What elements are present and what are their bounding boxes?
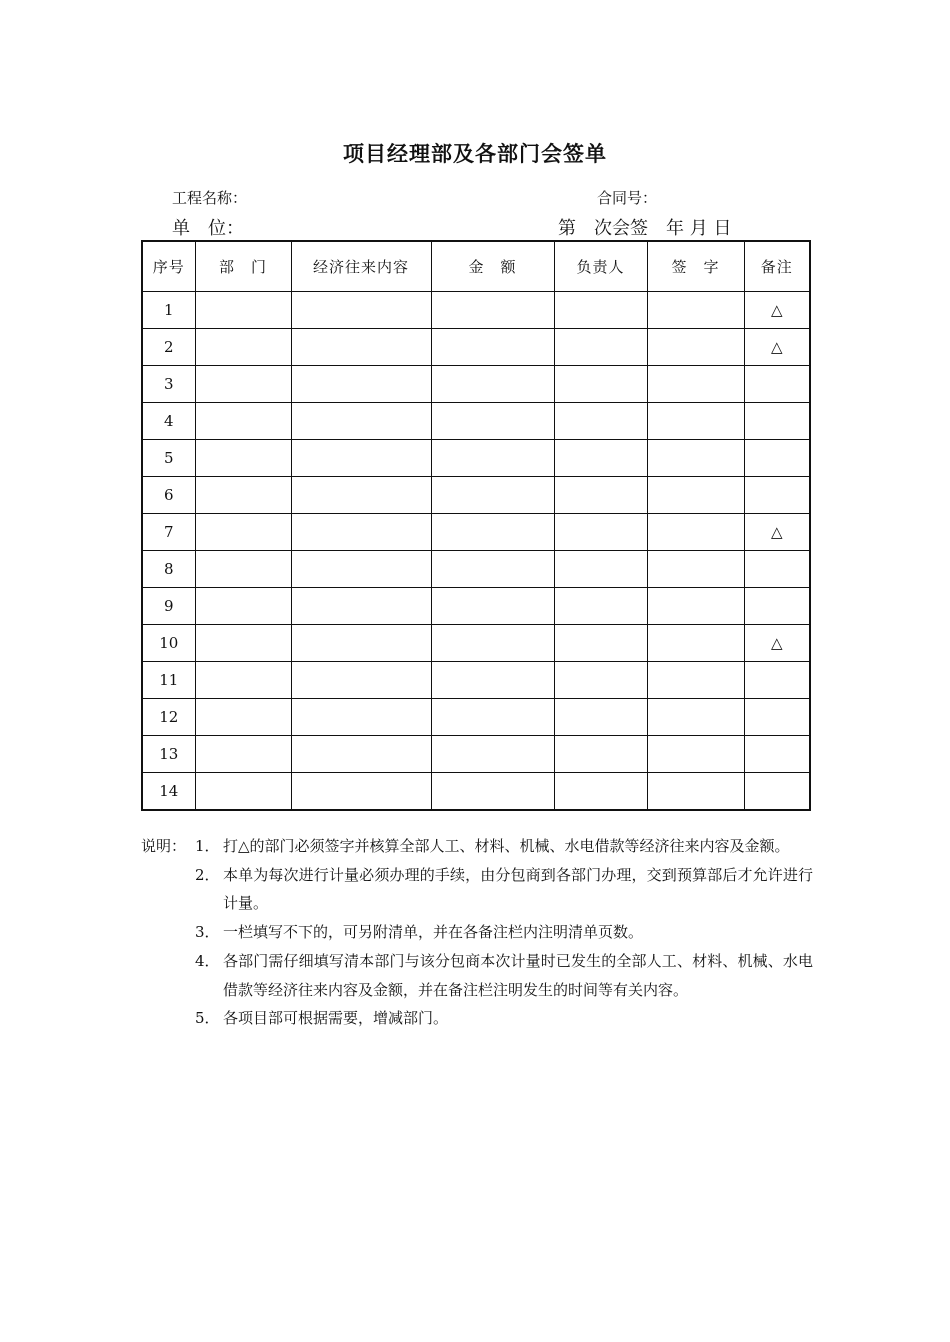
signature-cell[interactable]: [647, 440, 744, 477]
person-in-charge-cell[interactable]: [554, 440, 647, 477]
person-in-charge-cell[interactable]: [554, 699, 647, 736]
person-in-charge-cell[interactable]: [554, 329, 647, 366]
remark-cell[interactable]: [744, 366, 810, 403]
header-serial: 序号: [142, 241, 195, 292]
note-text: 本单为每次进行计量必须办理的手续，由分包商到各部门办理，交到预算部后才允许进行计量。: [223, 865, 813, 913]
row-serial-cell: 3: [142, 366, 195, 403]
table-row: [142, 551, 810, 588]
economic-content-cell[interactable]: [291, 514, 431, 551]
remark-cell[interactable]: [744, 440, 810, 477]
row-serial-cell: 1: [142, 292, 195, 329]
signature-cell[interactable]: [647, 477, 744, 514]
signature-cell[interactable]: [647, 366, 744, 403]
note-number: 1．: [195, 837, 220, 855]
remark-cell[interactable]: △: [744, 514, 810, 551]
economic-content-cell[interactable]: [291, 699, 431, 736]
economic-content-cell[interactable]: [291, 773, 431, 811]
header-remark: 备注: [744, 241, 810, 292]
person-in-charge-cell[interactable]: [554, 366, 647, 403]
signature-cell[interactable]: [647, 292, 744, 329]
amount-cell[interactable]: [431, 588, 554, 625]
table-row: [142, 403, 810, 440]
economic-content-cell[interactable]: [291, 551, 431, 588]
header-signature: 签 字: [647, 241, 744, 292]
table-row: [142, 736, 810, 773]
amount-cell[interactable]: [431, 292, 554, 329]
table-row: [142, 329, 810, 366]
signature-cell[interactable]: [647, 699, 744, 736]
department-cell[interactable]: [195, 588, 291, 625]
note-item: [141, 1004, 813, 1033]
amount-cell[interactable]: [431, 329, 554, 366]
amount-cell[interactable]: [431, 773, 554, 811]
remark-cell[interactable]: [744, 662, 810, 699]
note-number: 2．: [195, 865, 220, 884]
note-number: 5．: [195, 1009, 220, 1028]
note-item: [141, 832, 813, 861]
department-cell[interactable]: [195, 736, 291, 773]
person-in-charge-cell[interactable]: [554, 514, 647, 551]
note-item: [141, 861, 813, 918]
department-cell[interactable]: [195, 773, 291, 811]
amount-cell[interactable]: [431, 477, 554, 514]
table-row: [142, 625, 810, 662]
note-item: [141, 918, 813, 947]
signature-cell[interactable]: [647, 773, 744, 811]
unit-label: 单 位：: [172, 218, 244, 239]
countersign-table: [141, 240, 811, 811]
signature-cell[interactable]: [647, 551, 744, 588]
row-serial-cell: 8: [142, 551, 195, 588]
amount-cell[interactable]: [431, 514, 554, 551]
person-in-charge-cell[interactable]: [554, 477, 647, 514]
row-serial-cell: 12: [142, 699, 195, 736]
economic-content-cell[interactable]: [291, 440, 431, 477]
person-in-charge-cell[interactable]: [554, 662, 647, 699]
remark-cell[interactable]: △: [744, 292, 810, 329]
remark-cell[interactable]: [744, 736, 810, 773]
note-number: 3．: [195, 923, 220, 942]
person-in-charge-cell[interactable]: [554, 625, 647, 662]
page-title: 项目经理部及各部门会签单: [343, 142, 607, 166]
amount-cell[interactable]: [431, 736, 554, 773]
row-serial-cell: 4: [142, 403, 195, 440]
department-cell[interactable]: [195, 440, 291, 477]
header-department: 部 门: [195, 241, 291, 292]
amount-cell[interactable]: [431, 551, 554, 588]
person-in-charge-cell[interactable]: [554, 292, 647, 329]
project-name-label: 工程名称：: [172, 189, 248, 207]
remark-cell[interactable]: △: [744, 329, 810, 366]
economic-content-cell[interactable]: [291, 736, 431, 773]
note-item: [141, 947, 813, 1004]
header-person-in-charge: 负责人: [554, 241, 647, 292]
table-row: [142, 440, 810, 477]
table-row: [142, 292, 810, 329]
table-row: [142, 699, 810, 736]
notes-lead: 说明：: [141, 837, 187, 855]
amount-cell[interactable]: [431, 403, 554, 440]
economic-content-cell[interactable]: [291, 662, 431, 699]
department-cell[interactable]: [195, 477, 291, 514]
signature-cell[interactable]: [647, 625, 744, 662]
row-serial-cell: 11: [142, 662, 195, 699]
department-cell[interactable]: [195, 662, 291, 699]
remark-cell[interactable]: [744, 588, 810, 625]
department-cell[interactable]: [195, 625, 291, 662]
signature-cell[interactable]: [647, 736, 744, 773]
person-in-charge-cell[interactable]: [554, 773, 647, 811]
header-economic-content: 经济往来内容: [291, 241, 431, 292]
note-text: 各项目部可根据需要，增减部门。: [223, 1009, 449, 1028]
signature-cell[interactable]: [647, 588, 744, 625]
row-serial-cell: 7: [142, 514, 195, 551]
economic-content-cell[interactable]: [291, 477, 431, 514]
economic-content-cell[interactable]: [291, 403, 431, 440]
amount-cell[interactable]: [431, 366, 554, 403]
table-row: [142, 477, 810, 514]
contract-number-label: 合同号：: [597, 189, 658, 207]
person-in-charge-cell[interactable]: [554, 588, 647, 625]
department-cell[interactable]: [195, 699, 291, 736]
remark-cell[interactable]: [744, 699, 810, 736]
row-serial-cell: 9: [142, 588, 195, 625]
notes-section: [141, 832, 813, 1033]
amount-cell[interactable]: [431, 440, 554, 477]
note-text: 一栏填写不下的，可另附清单，并在各备注栏内注明清单页数。: [223, 923, 644, 942]
department-cell[interactable]: [195, 551, 291, 588]
row-serial-cell: 13: [142, 736, 195, 773]
signature-cell[interactable]: [647, 329, 744, 366]
signing-round-label: 第 次会签 年 月 日: [558, 218, 732, 239]
table-row: [142, 366, 810, 403]
row-serial-cell: 14: [142, 773, 195, 811]
economic-content-cell[interactable]: [291, 588, 431, 625]
signature-cell[interactable]: [647, 514, 744, 551]
department-cell[interactable]: [195, 514, 291, 551]
row-serial-cell: 5: [142, 440, 195, 477]
remark-cell[interactable]: △: [744, 625, 810, 662]
person-in-charge-cell[interactable]: [554, 551, 647, 588]
remark-cell[interactable]: [744, 773, 810, 811]
remark-cell[interactable]: [744, 551, 810, 588]
department-cell[interactable]: [195, 403, 291, 440]
note-number: 4．: [195, 951, 220, 970]
table-row: [142, 514, 810, 551]
table-header-row: [142, 241, 810, 292]
row-serial-cell: 6: [142, 477, 195, 514]
amount-cell[interactable]: [431, 625, 554, 662]
person-in-charge-cell[interactable]: [554, 736, 647, 773]
remark-cell[interactable]: [744, 477, 810, 514]
department-cell[interactable]: [195, 329, 291, 366]
amount-cell[interactable]: [431, 662, 554, 699]
note-text: 各部门需仔细填写清本部门与该分包商本次计量时已发生的全部人工、材料、机械、水电借款等经济往来内容及金额，并在备注栏注明发生的时间等有关内容。: [223, 951, 813, 999]
amount-cell[interactable]: [431, 699, 554, 736]
signature-cell[interactable]: [647, 403, 744, 440]
row-serial-cell: 10: [142, 625, 195, 662]
economic-content-cell[interactable]: [291, 366, 431, 403]
note-text: 打△的部门必须签字并核算全部人工、材料、机械、水电借款等经济往来内容及金额。: [223, 837, 790, 855]
person-in-charge-cell[interactable]: [554, 403, 647, 440]
economic-content-cell[interactable]: [291, 292, 431, 329]
economic-content-cell[interactable]: [291, 625, 431, 662]
signature-cell[interactable]: [647, 662, 744, 699]
department-cell[interactable]: [195, 366, 291, 403]
table-row: [142, 662, 810, 699]
row-serial-cell: 2: [142, 329, 195, 366]
table-row: [142, 588, 810, 625]
department-cell[interactable]: [195, 292, 291, 329]
header-amount: 金 额: [431, 241, 554, 292]
table-row: [142, 773, 810, 811]
remark-cell[interactable]: [744, 403, 810, 440]
economic-content-cell[interactable]: [291, 329, 431, 366]
